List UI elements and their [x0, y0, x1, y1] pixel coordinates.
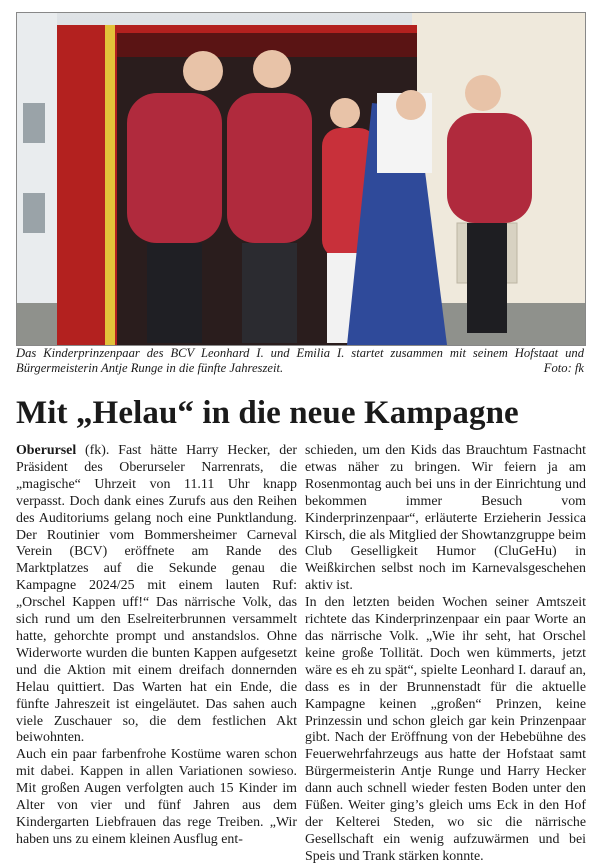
- article-photo: [16, 12, 586, 346]
- photo-credit: Foto: fk: [543, 361, 584, 375]
- group-photo-icon: [17, 13, 585, 345]
- caption-text: Das Kinderprinzenpaar des BCV Leonhard I. und Emilia I. startet zusammen mit seinem Hofstaat und Bürgermeisterin Antje Runge in die fünfte Jahreszeit.: [16, 346, 584, 375]
- article-headline: Mit „Helau“ in die neue Kampagne: [16, 395, 519, 431]
- article-paragraph: schieden, um den Kids das Brauchtum Fastnacht etwas näher zu bringen. Wir feiern ja am Rosenmontag auch bei uns in der Einrichtung und bekommen immer Besuch vom Kinderprinzenpaar“, erläuterte Erzieherin Jessica Kirsch, die als Mitglied der Showtanzgruppe beim Club Geselligkeit Humor (CluGeHu) in Weißkirchen selbst noch im Karnevalsgeschehen aktiv ist.: [305, 443, 586, 594]
- dateline: Oberursel: [16, 443, 77, 458]
- article-paragraph: Auch ein paar farbenfrohe Kostüme waren schon mit dabei. Kappen in allen Variationen sowieso. Mit großen Augen verfolgten auch 15 Kinder im Alter von vier und fünf Jahren aus dem Kindergarten Liebfrauen das rege Treiben. „Wir haben uns zu einem kleinen Ausflug ent-: [16, 747, 297, 847]
- paragraph-text: (fk). Fast hätte Harry Hecker, der Präsident des Oberurseler Narrenrats, die „magische“ Uhrzeit von 11.11 Uhr knapp verpasst. Doch dank eines Zurufs aus den Reihen des Auditoriums gelang noch eine Punktlandung. Der Routinier vom Bommersheimer Carneval Verein (BCV) eröffnete am Rande des Marktplatzes auf die Sekunde genau die Kampagne 2024/25 mit einem lauten Ruf: „Orschel Kappen uff!“ Das närrische Volk, das sich rund um den Eselreiterbrunnen versammelt hatte, gehorchte prompt und anstandslos. Ohne Widerworte wurden die bunten Kappen aufgesetzt und die Aktion mit einem dreifach donnernden Helau quittiert. Das Warten hat ein Ende, die fünfte Jahreszeit ist eingeläutet. Das sahen auch viele Zuschauer so, die dem festlichen Akt beiwohnten.: [16, 443, 297, 746]
- article-column-right: [305, 443, 586, 866]
- article-paragraph: In den letzten beiden Wochen seiner Amtszeit richtete das Kinderprinzenpaar ein paar Worte an das närrische Volk. „Wie ihr seht, hat Orschel keine große Tollität. Doch wen kümmerts, jetzt wäre es eh zu spät“, spielte Leonhard I. darauf an, dass es in der Brunnenstadt für die aktuelle Kampagne keinen „großen“ Prinzen, keine Prinzessin und schon gleich gar kein Prinzenpaar gibt. Nach der Eröffnung von der Hebebühne des Feuerwehrfahrzeugs aus hatte der Hofstaat samt Bürgermeisterin Antje Runge und Harry Hecker dann auch schnell wieder festen Boden unter den Füßen. Weiter ging’s gleich ums Eck in den Hof der Kelterei Steden, wo sic die närrische Gesellschaft ein wenig aufzuwärmen und bei Speis und Trank stärken konnte.: [305, 595, 586, 864]
- article-paragraph: [16, 443, 297, 747]
- photo-caption: [16, 346, 584, 376]
- article-column-left: [16, 443, 297, 849]
